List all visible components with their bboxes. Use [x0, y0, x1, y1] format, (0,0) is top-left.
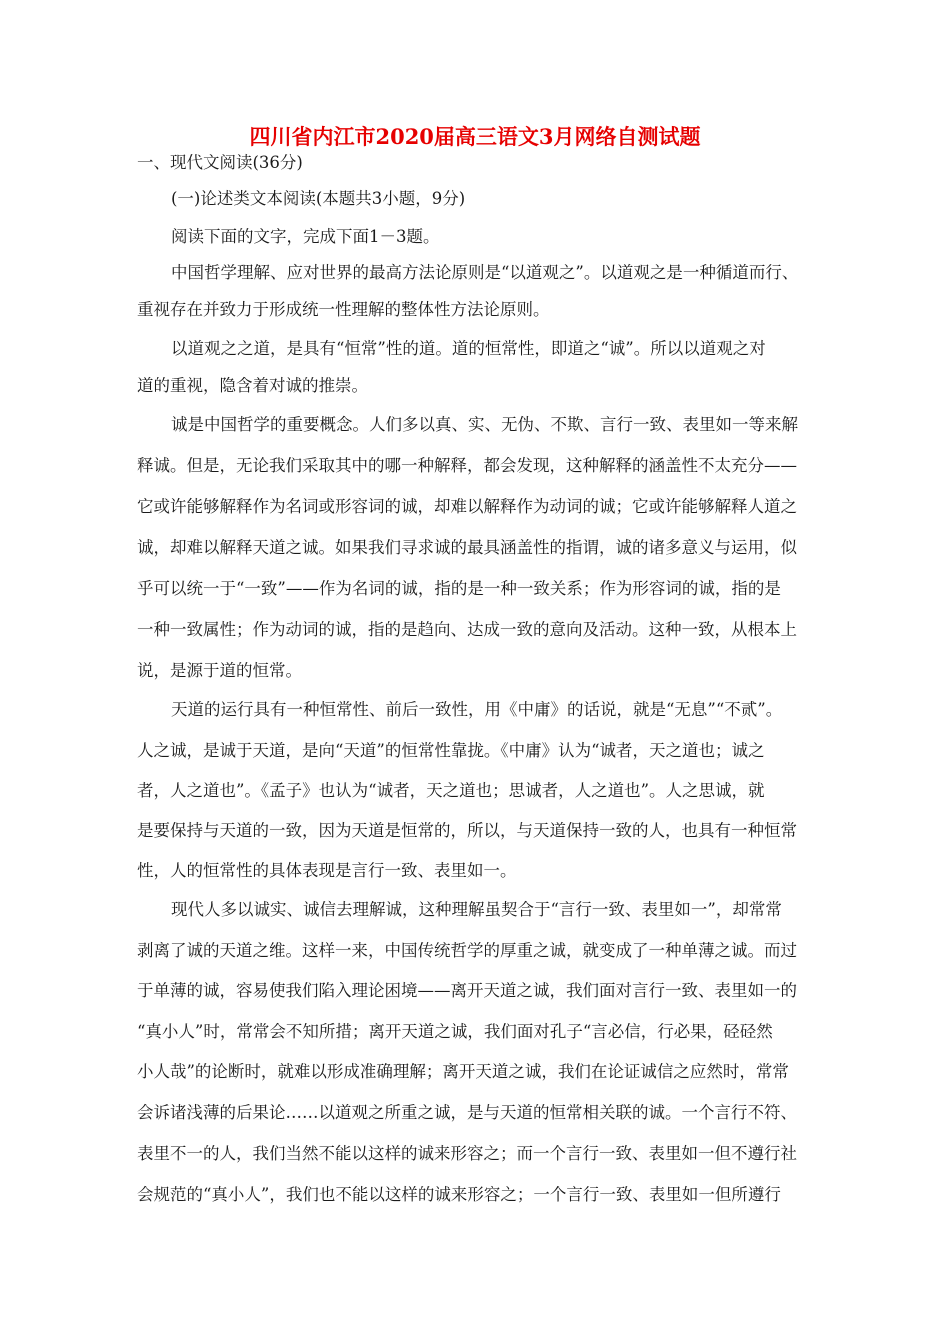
- paragraph-3-line-1: 诚是中国哲学的重要概念。人们多以真、实、无伪、不欺、言行一致、表里如一等来解: [171, 415, 798, 434]
- section-heading: 一、现代文阅读(36分): [137, 153, 303, 172]
- paragraph-5-line-5: 小人哉”的论断时，就难以形成准确理解；离开天道之诚，我们在论证诚信之应然时，常常: [137, 1062, 789, 1081]
- paragraph-1-line-1: 中国哲学理解、应对世界的最高方法论原则是“以道观之”。以道观之是一种循道而行、: [171, 263, 799, 282]
- paragraph-5-line-6: 会诉诸浅薄的后果论……以道观之所重之诚，是与天道的恒常相关联的诚。一个言行不符、: [137, 1103, 797, 1122]
- paragraph-5-line-4: “真小人”时，常常会不知所措；离开天道之诚，我们面对孔子“言必信，行必果，硁硁然: [137, 1022, 773, 1041]
- paragraph-5-line-8: 会规范的“真小人”，我们也不能以这样的诚来形容之；一个言行一致、表里如一但所遵行: [137, 1185, 781, 1204]
- paragraph-2-line-1: 以道观之之道，是具有“恒常”性的道。道的恒常性，即道之“诚”。所以以道观之对: [171, 339, 766, 358]
- paragraph-5-line-7: 表里不一的人，我们当然不能以这样的诚来形容之；而一个言行一致、表里如一但不遵行社: [137, 1144, 797, 1163]
- paragraph-1-line-2: 重视存在并致力于形成统一性理解的整体性方法论原则。: [137, 300, 550, 319]
- paragraph-5-line-1: 现代人多以诚实、诚信去理解诚，这种理解虽契合于“言行一致、表里如一”，却常常: [171, 900, 782, 919]
- paragraph-3-line-7: 说，是源于道的恒常。: [137, 661, 302, 680]
- paragraph-5-line-3: 于单薄的诚，容易使我们陷入理论困境——离开天道之诚，我们面对言行一致、表里如一的: [137, 981, 797, 1000]
- paragraph-3-line-5: 乎可以统一于“一致”——作为名词的诚，指的是一种一致关系；作为形容词的诚，指的是: [137, 579, 781, 598]
- paragraph-4-line-4: 是要保持与天道的一致，因为天道是恒常的，所以，与天道保持一致的人，也具有一种恒常: [137, 821, 797, 840]
- paragraph-4-line-3: 者，人之道也”。《孟子》也认为“诚者，天之道也；思诚者，人之道也”。人之思诚，就: [137, 781, 765, 800]
- subsection-heading: (一)论述类文本阅读(本题共3小题，9分): [171, 189, 466, 208]
- paragraph-3-line-4: 诚，却难以解释天道之诚。如果我们寻求诚的最具涵盖性的指谓，诚的诸多意义与运用，似: [137, 538, 797, 557]
- paragraph-2-line-2: 道的重视，隐含着对诚的推崇。: [137, 376, 368, 395]
- paragraph-4-line-2: 人之诚，是诚于天道，是向“天道”的恒常性靠拢。《中庸》认为“诚者，天之道也；诚之: [137, 741, 765, 760]
- paragraph-3-line-6: 一种一致属性；作为动词的诚，指的是趋向、达成一致的意向及活动。这种一致，从根本上: [137, 620, 797, 639]
- paragraph-3-line-3: 它或许能够解释作为名词或形容词的诚，却难以解释作为动词的诚；它或许能够解释人道之: [137, 497, 797, 516]
- paragraph-5-line-2: 剥离了诚的天道之维。这样一来，中国传统哲学的厚重之诚，就变成了一种单薄之诚。而过: [137, 941, 797, 960]
- paragraph-4-line-5: 性，人的恒常性的具体表现是言行一致、表里如一。: [137, 861, 517, 880]
- document-title: 四川省内江市2020届高三语文3月网络自测试题: [249, 124, 701, 149]
- reading-instruction: 阅读下面的文字，完成下面1－3题。: [171, 227, 440, 246]
- paragraph-3-line-2: 释诚。但是，无论我们采取其中的哪一种解释，都会发现，这种解释的涵盖性不太充分——: [137, 456, 797, 475]
- paragraph-4-line-1: 天道的运行具有一种恒常性、前后一致性，用《中庸》的话说，就是“无息”“不贰”。: [171, 700, 783, 719]
